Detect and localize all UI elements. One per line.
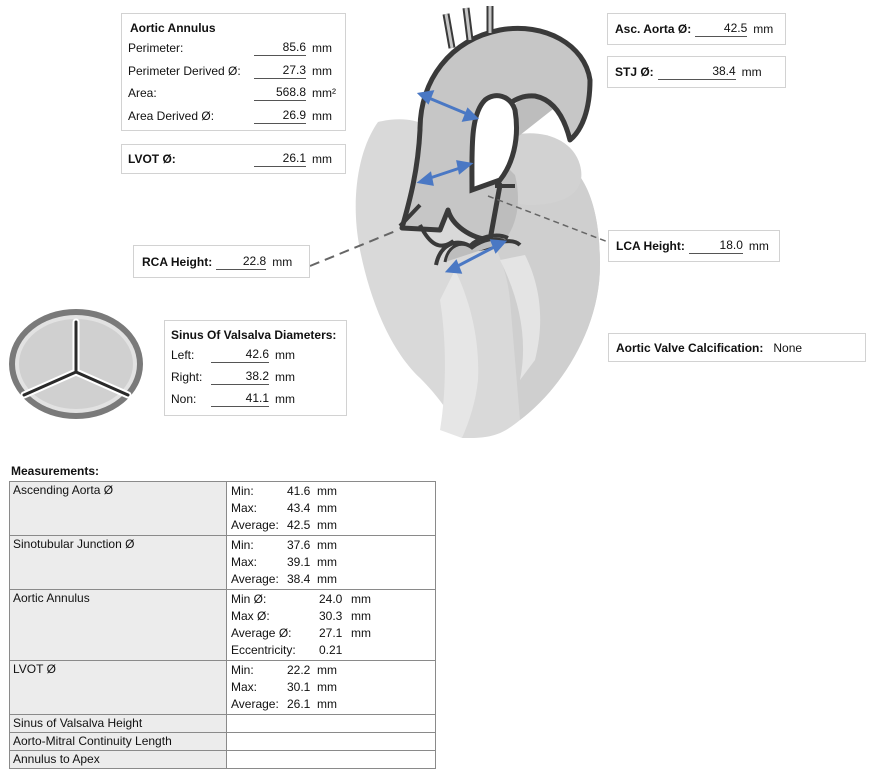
measurements-title: Measurements:: [11, 464, 100, 478]
annulus-row-perimeter: [128, 40, 343, 56]
measurement-name: Aorto-Mitral Continuity Length: [10, 733, 227, 751]
row-unit: mm: [312, 109, 332, 123]
value-unit: mm: [317, 538, 337, 552]
value-key: Min:: [231, 484, 254, 498]
sinus-row-non: [171, 391, 346, 407]
value-unit: mm: [317, 680, 337, 694]
value-key: Eccentricity:: [231, 643, 296, 657]
value-key: Min:: [231, 663, 254, 677]
value-number: 43.4: [287, 501, 311, 515]
row-value: 41.1: [211, 391, 269, 407]
aortic-annulus-panel: [121, 13, 346, 131]
measurement-name: Ascending Aorta Ø: [10, 482, 227, 536]
lca-height-panel: [608, 230, 780, 262]
value-line: [231, 517, 431, 534]
value-line: [231, 608, 431, 625]
row-value: 568.8: [254, 85, 306, 101]
measurement-values: [227, 661, 436, 715]
value-number: 39.1: [287, 555, 311, 569]
annulus-row-area-derived: [128, 108, 343, 124]
value-line: [231, 571, 431, 588]
value-unit: mm: [317, 501, 337, 515]
value-line: [231, 537, 431, 554]
row-unit: mm: [312, 64, 332, 78]
value-unit: mm: [317, 663, 337, 677]
measurement-name: Sinotubular Junction Ø: [10, 536, 227, 590]
annulus-row-perimeter-derived: [128, 63, 343, 79]
row-value: 38.2: [211, 369, 269, 385]
calcification-value: None: [773, 340, 803, 355]
value-key: Average:: [231, 518, 279, 532]
row-unit: mm²: [312, 86, 336, 100]
measurement-values: [227, 482, 436, 536]
value-unit: mm: [351, 626, 371, 640]
row-label: Area Derived Ø:: [128, 109, 215, 123]
value-unit: mm: [351, 609, 371, 623]
value-key: Average Ø:: [231, 626, 292, 640]
calcification-panel: [608, 333, 866, 362]
value-line: [231, 696, 431, 713]
row-unit: mm: [275, 370, 295, 384]
value-key: Max:: [231, 555, 258, 569]
row-label: Left:: [171, 348, 195, 362]
measurement-values: [227, 733, 436, 751]
row-unit: mm: [275, 348, 295, 362]
measurement-name: Annulus to Apex: [10, 751, 227, 769]
measurement-values: [227, 751, 436, 769]
value-key: Average:: [231, 572, 279, 586]
value-number: 0.21: [319, 643, 343, 657]
lvot-value: 26.1: [254, 151, 306, 167]
row-label: Area:: [128, 86, 157, 100]
table-row: [10, 733, 436, 751]
rca-height-value: 22.8: [216, 254, 266, 270]
lvot-panel: [121, 144, 346, 174]
value-unit: mm: [317, 484, 337, 498]
table-row: [10, 536, 436, 590]
sinus-panel: [164, 320, 347, 416]
lca-height-value: 18.0: [689, 238, 743, 254]
row-label: Perimeter:: [128, 41, 184, 55]
stj-unit: mm: [741, 65, 762, 79]
lvot-unit: mm: [312, 152, 332, 166]
value-unit: mm: [351, 592, 371, 606]
calcification-label: Aortic Valve Calcification:: [616, 340, 764, 355]
value-number: 37.6: [287, 538, 311, 552]
measurement-values: [227, 536, 436, 590]
value-unit: mm: [317, 697, 337, 711]
value-key: Max Ø:: [231, 609, 270, 623]
lca-height-label: LCA Height:: [616, 239, 685, 253]
value-key: Average:: [231, 697, 279, 711]
stj-value: 38.4: [658, 64, 736, 80]
value-unit: mm: [317, 555, 337, 569]
value-number: 24.0: [319, 592, 343, 606]
value-line: [231, 679, 431, 696]
valve-cross-section-icon: [9, 309, 143, 419]
row-value: 42.6: [211, 347, 269, 363]
lvot-row: [128, 151, 343, 167]
table-row: [10, 482, 436, 536]
asc-aorta-unit: mm: [753, 22, 774, 36]
sinus-row-left: [171, 347, 346, 363]
row-unit: mm: [312, 41, 332, 55]
annulus-row-area: [128, 85, 343, 101]
value-key: Min:: [231, 538, 254, 552]
measurements-table: [9, 481, 436, 769]
measurement-values: [227, 715, 436, 733]
value-key: Max:: [231, 680, 258, 694]
rca-height-panel: [133, 245, 310, 278]
measurement-name: Aortic Annulus: [10, 590, 227, 661]
row-label: Right:: [171, 370, 203, 384]
value-number: 26.1: [287, 697, 311, 711]
row-value: 85.6: [254, 40, 306, 56]
value-key: Min Ø:: [231, 592, 267, 606]
rca-height-unit: mm: [272, 254, 293, 269]
value-line: [231, 500, 431, 517]
asc-aorta-label: Asc. Aorta Ø:: [615, 22, 692, 36]
value-unit: mm: [317, 572, 337, 586]
value-number: 42.5: [287, 518, 311, 532]
value-line: [231, 591, 431, 608]
asc-aorta-panel: [607, 13, 786, 45]
value-number: 30.3: [319, 609, 343, 623]
aortic-annulus-title: Aortic Annulus: [130, 21, 216, 35]
measurement-name: LVOT Ø: [10, 661, 227, 715]
sinus-row-right: [171, 369, 346, 385]
lca-height-unit: mm: [748, 239, 769, 253]
value-line: [231, 625, 431, 642]
value-number: 27.1: [319, 626, 343, 640]
value-line: [231, 554, 431, 571]
value-unit: mm: [317, 518, 337, 532]
table-row: [10, 590, 436, 661]
lvot-label: LVOT Ø:: [128, 152, 176, 166]
value-line: [231, 483, 431, 500]
row-unit: mm: [275, 392, 295, 406]
value-number: 41.6: [287, 484, 311, 498]
value-line: [231, 662, 431, 679]
row-label: Perimeter Derived Ø:: [128, 64, 241, 78]
value-line: [231, 642, 431, 659]
asc-aorta-value: 42.5: [695, 21, 747, 37]
stj-label: STJ Ø:: [615, 65, 654, 79]
sinus-title: Sinus Of Valsalva Diameters:: [171, 328, 337, 342]
value-number: 22.2: [287, 663, 311, 677]
value-number: 30.1: [287, 680, 311, 694]
row-label: Non:: [171, 392, 197, 406]
row-value: 27.3: [254, 63, 306, 79]
value-key: Max:: [231, 501, 258, 515]
row-value: 26.9: [254, 108, 306, 124]
measurement-name: Sinus of Valsalva Height: [10, 715, 227, 733]
measurement-values: [227, 590, 436, 661]
table-row: [10, 661, 436, 715]
value-number: 38.4: [287, 572, 311, 586]
stj-panel: [607, 56, 786, 88]
rca-height-label: RCA Height:: [142, 254, 213, 269]
table-row: [10, 715, 436, 733]
table-row: [10, 751, 436, 769]
